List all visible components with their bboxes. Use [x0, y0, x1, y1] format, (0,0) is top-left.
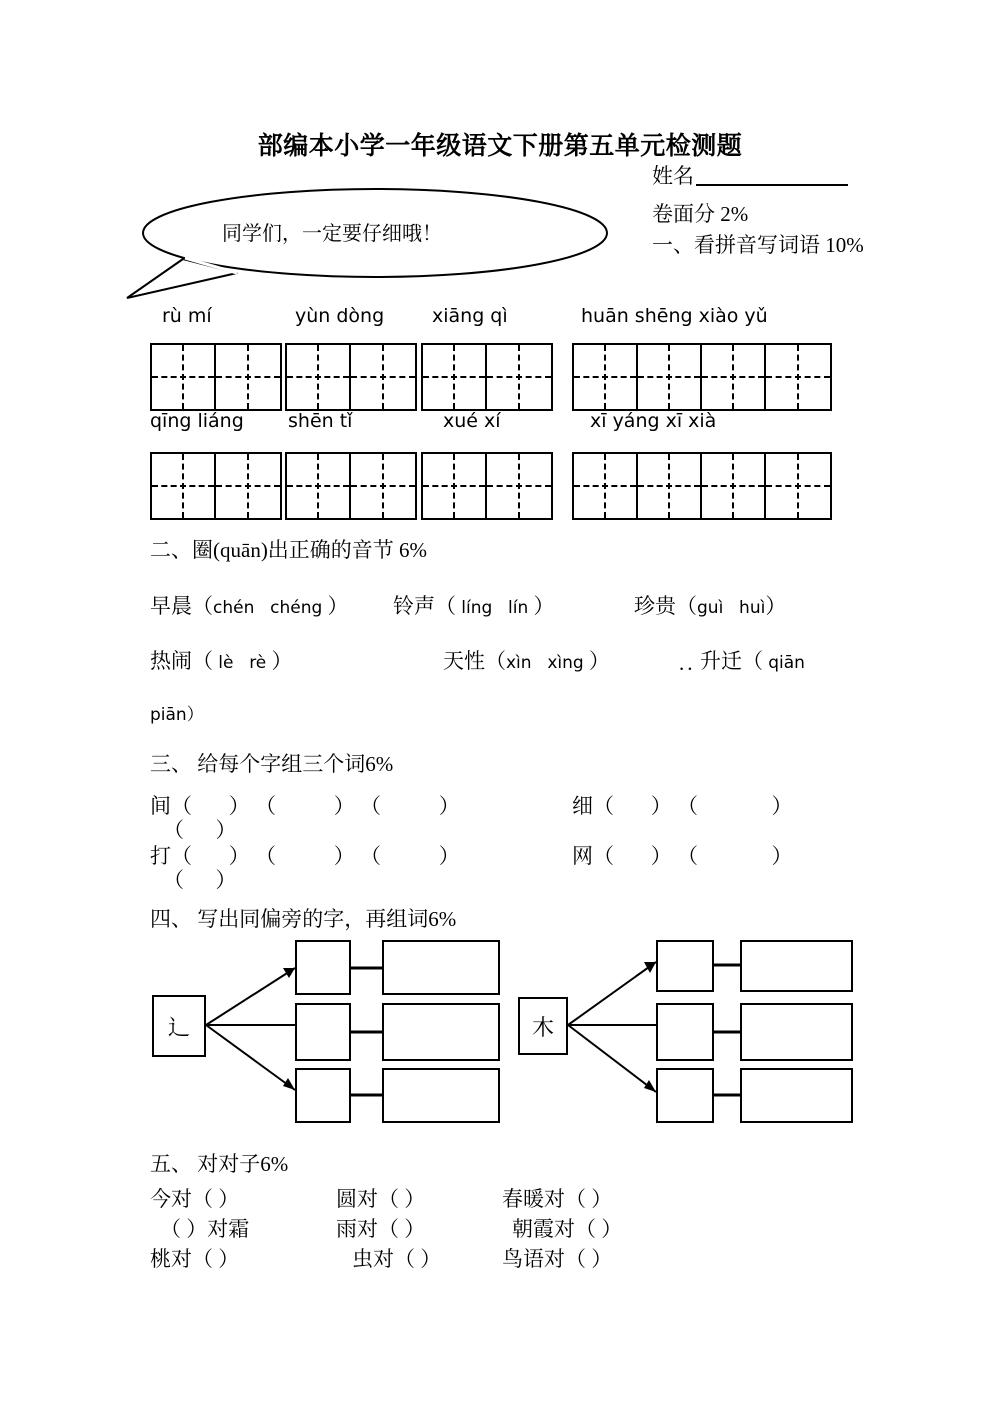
- char-box-left-2[interactable]: [295, 1003, 351, 1061]
- paren-open: （: [593, 794, 614, 818]
- radical-diagram-left: [150, 940, 500, 1115]
- student-name-field[interactable]: [652, 160, 848, 190]
- paren-close: ）: [215, 818, 237, 842]
- pinyin-label-1-4: huān shēng xiào yǔ: [581, 305, 768, 327]
- option-2[interactable]: rè: [249, 653, 267, 673]
- paren-open: （: [255, 794, 276, 818]
- tianzige-2-1[interactable]: [150, 452, 282, 520]
- option-1[interactable]: qiān: [768, 653, 805, 673]
- paren-close: ）: [438, 794, 460, 818]
- paren-open: （: [677, 794, 698, 818]
- section2-item-2[interactable]: [393, 590, 555, 620]
- paren-close: ）: [327, 594, 349, 618]
- word: 热闹: [150, 649, 192, 673]
- paren-open: （: [676, 594, 697, 618]
- paren-close: ）: [650, 794, 672, 818]
- section2-heading: 二、圈(quān)出正确的音节 6%: [150, 538, 428, 562]
- pinyin-label-2-4: xī yáng xī xià: [590, 410, 717, 432]
- section1-heading: 一、看拼音写词语 10%: [652, 233, 864, 257]
- student-name-blank[interactable]: [696, 184, 848, 186]
- section5-heading: 五、 对对子6%: [150, 1152, 289, 1176]
- paren-close: ）: [333, 794, 355, 818]
- word-box-right-1[interactable]: [740, 940, 853, 992]
- paren-close: ）: [271, 649, 293, 673]
- paren-open: （: [485, 649, 506, 673]
- option-1[interactable]: chén: [213, 598, 255, 618]
- paren-open: （: [435, 594, 456, 618]
- section5-row-1-col-2[interactable]: 圆对（ ）: [336, 1187, 426, 1211]
- paren-close: ）: [228, 844, 250, 868]
- paren-close: ）: [650, 844, 672, 868]
- tianzige-cell[interactable]: [702, 454, 766, 518]
- target-char: 间: [150, 794, 171, 818]
- page-title: 部编本小学一年级语文下册第五单元检测题: [257, 133, 743, 160]
- target-char: 打: [150, 844, 171, 868]
- paren-close: ）: [215, 868, 237, 892]
- section5-row-3-col-3[interactable]: 鸟语对（ ）: [502, 1247, 613, 1271]
- paren-open: （: [163, 818, 184, 842]
- section5-row-1-col-1[interactable]: 今对（ ）: [150, 1187, 240, 1211]
- paren-close: ）: [771, 794, 793, 818]
- word: 铃声: [393, 594, 435, 618]
- section3-row-2-right[interactable]: [572, 840, 793, 870]
- option-1[interactable]: guì: [697, 598, 724, 618]
- paren-close: ）: [533, 594, 555, 618]
- paren-close: ）: [765, 594, 787, 618]
- tianzige-2-3[interactable]: [421, 452, 553, 520]
- tianzige-cell[interactable]: [574, 345, 638, 409]
- tianzige-1-2[interactable]: [285, 343, 417, 411]
- char-box-right-2[interactable]: [656, 1003, 714, 1061]
- word-box-right-2[interactable]: [740, 1003, 853, 1061]
- target-char: 网: [572, 844, 593, 868]
- paren-open: （: [163, 868, 184, 892]
- tianzige-cell[interactable]: [216, 454, 280, 518]
- section3-heading: 三、 给每个字组三个词6%: [150, 752, 394, 776]
- char-box-right-3[interactable]: [656, 1068, 714, 1123]
- tianzige-cell[interactable]: [152, 454, 216, 518]
- student-name-label: 姓名: [652, 164, 694, 188]
- paren-close: ）: [771, 844, 793, 868]
- section2-item-5[interactable]: [443, 645, 610, 675]
- paren-open: （: [742, 649, 763, 673]
- radical-box-right: [518, 997, 568, 1055]
- tianzige-cell[interactable]: [638, 345, 702, 409]
- option-2[interactable]: huì: [739, 598, 766, 618]
- section5-row-3-col-2[interactable]: 虫对（ ）: [352, 1247, 442, 1271]
- option-1[interactable]: líng: [461, 598, 493, 618]
- paren-open: （: [192, 594, 213, 618]
- tianzige-cell[interactable]: [351, 345, 415, 409]
- section5-row-3-col-1[interactable]: 桃对（ ）: [150, 1247, 240, 1271]
- option-2[interactable]: chéng: [270, 598, 323, 618]
- paper-score-label: 卷面分 2%: [652, 202, 749, 226]
- section2-item-4[interactable]: [150, 645, 293, 675]
- radical-diagram-right: [518, 940, 853, 1115]
- tianzige-1-1[interactable]: [150, 343, 282, 411]
- paren-close: ）: [333, 844, 355, 868]
- tianzige-cell[interactable]: [423, 345, 487, 409]
- option-1[interactable]: xìn: [506, 653, 532, 673]
- option-1[interactable]: lè: [218, 653, 234, 673]
- word: 珍贵: [634, 594, 676, 618]
- tianzige-1-3[interactable]: [421, 343, 553, 411]
- section2-item-1[interactable]: [150, 590, 349, 620]
- pinyin-label-1-1: rù mí: [162, 305, 212, 327]
- paren-open: （: [255, 844, 276, 868]
- word-box-right-3[interactable]: [740, 1068, 853, 1123]
- pinyin-label-2-3: xué xí: [443, 410, 501, 432]
- char-box-left-1[interactable]: [295, 940, 351, 995]
- tianzige-cell[interactable]: [287, 345, 351, 409]
- paren-open: （: [171, 794, 192, 818]
- section2-item-3[interactable]: [634, 590, 786, 620]
- tianzige-cell[interactable]: [216, 345, 280, 409]
- section5-row-2-col-2[interactable]: 雨对（ ）: [336, 1217, 426, 1241]
- pinyin-label-2-2: shēn tǐ: [288, 410, 353, 432]
- paren-close: ）: [228, 794, 250, 818]
- pinyin-label-1-2: yùn dòng: [295, 305, 385, 327]
- section2-item-6-continued[interactable]: piān）: [150, 705, 204, 725]
- word-box-left-1[interactable]: [382, 940, 500, 995]
- tianzige-2-2[interactable]: [285, 452, 417, 520]
- paren-open: （: [192, 649, 213, 673]
- word-box-left-2[interactable]: [382, 1003, 500, 1061]
- word: 天性: [443, 649, 485, 673]
- tianzige-cell[interactable]: [638, 454, 702, 518]
- paren-open: （: [677, 844, 698, 868]
- paren-close: ）: [588, 649, 610, 673]
- tianzige-cell[interactable]: [574, 454, 638, 518]
- char-box-left-3[interactable]: [295, 1068, 351, 1123]
- tianzige-cell[interactable]: [287, 454, 351, 518]
- option-2[interactable]: xìng: [547, 653, 584, 673]
- paren-open: （: [593, 844, 614, 868]
- tianzige-cell[interactable]: [766, 345, 830, 409]
- tianzige-cell[interactable]: [487, 454, 551, 518]
- option-2[interactable]: lín: [508, 598, 529, 618]
- word-box-left-3[interactable]: [382, 1068, 500, 1123]
- word: 升迁: [700, 649, 742, 673]
- target-char: 细: [572, 794, 593, 818]
- section5-row-2-col-3[interactable]: 朝霞对（ ）: [512, 1217, 623, 1241]
- tianzige-cell[interactable]: [152, 345, 216, 409]
- section2-item-6[interactable]: [700, 645, 805, 675]
- radical-box-left: [152, 995, 206, 1057]
- paren-open: （: [360, 844, 381, 868]
- section5-row-2-col-1[interactable]: （ ）对霜: [160, 1217, 250, 1241]
- speech-bubble-text: 同学们，一定要仔细哦！: [222, 223, 442, 245]
- paren-close: ）: [438, 844, 460, 868]
- tianzige-cell[interactable]: [766, 454, 830, 518]
- stray-dots-mark: ..: [679, 651, 696, 675]
- tianzige-1-4[interactable]: [572, 343, 832, 411]
- char-box-right-1[interactable]: [656, 940, 714, 992]
- paren-open: （: [360, 794, 381, 818]
- tianzige-cell[interactable]: [702, 345, 766, 409]
- section3-row-1-right[interactable]: [572, 790, 793, 820]
- word: 早晨: [150, 594, 192, 618]
- radical-char: 木: [531, 1014, 554, 1040]
- tianzige-cell[interactable]: [487, 345, 551, 409]
- tianzige-cell[interactable]: [351, 454, 415, 518]
- tianzige-cell[interactable]: [423, 454, 487, 518]
- paren-open: （: [171, 844, 192, 868]
- section5-row-1-col-3[interactable]: 春暖对（ ）: [502, 1187, 613, 1211]
- pinyin-label-1-3: xiāng qì: [432, 305, 508, 327]
- section3-row-2-wrap[interactable]: [163, 864, 237, 894]
- tianzige-2-4[interactable]: [572, 452, 832, 520]
- radical-char: 辶: [167, 1014, 190, 1040]
- pinyin-label-2-1: qīng liáng: [150, 410, 244, 432]
- section4-heading: 四、 写出同偏旁的字，再组词6%: [150, 907, 457, 931]
